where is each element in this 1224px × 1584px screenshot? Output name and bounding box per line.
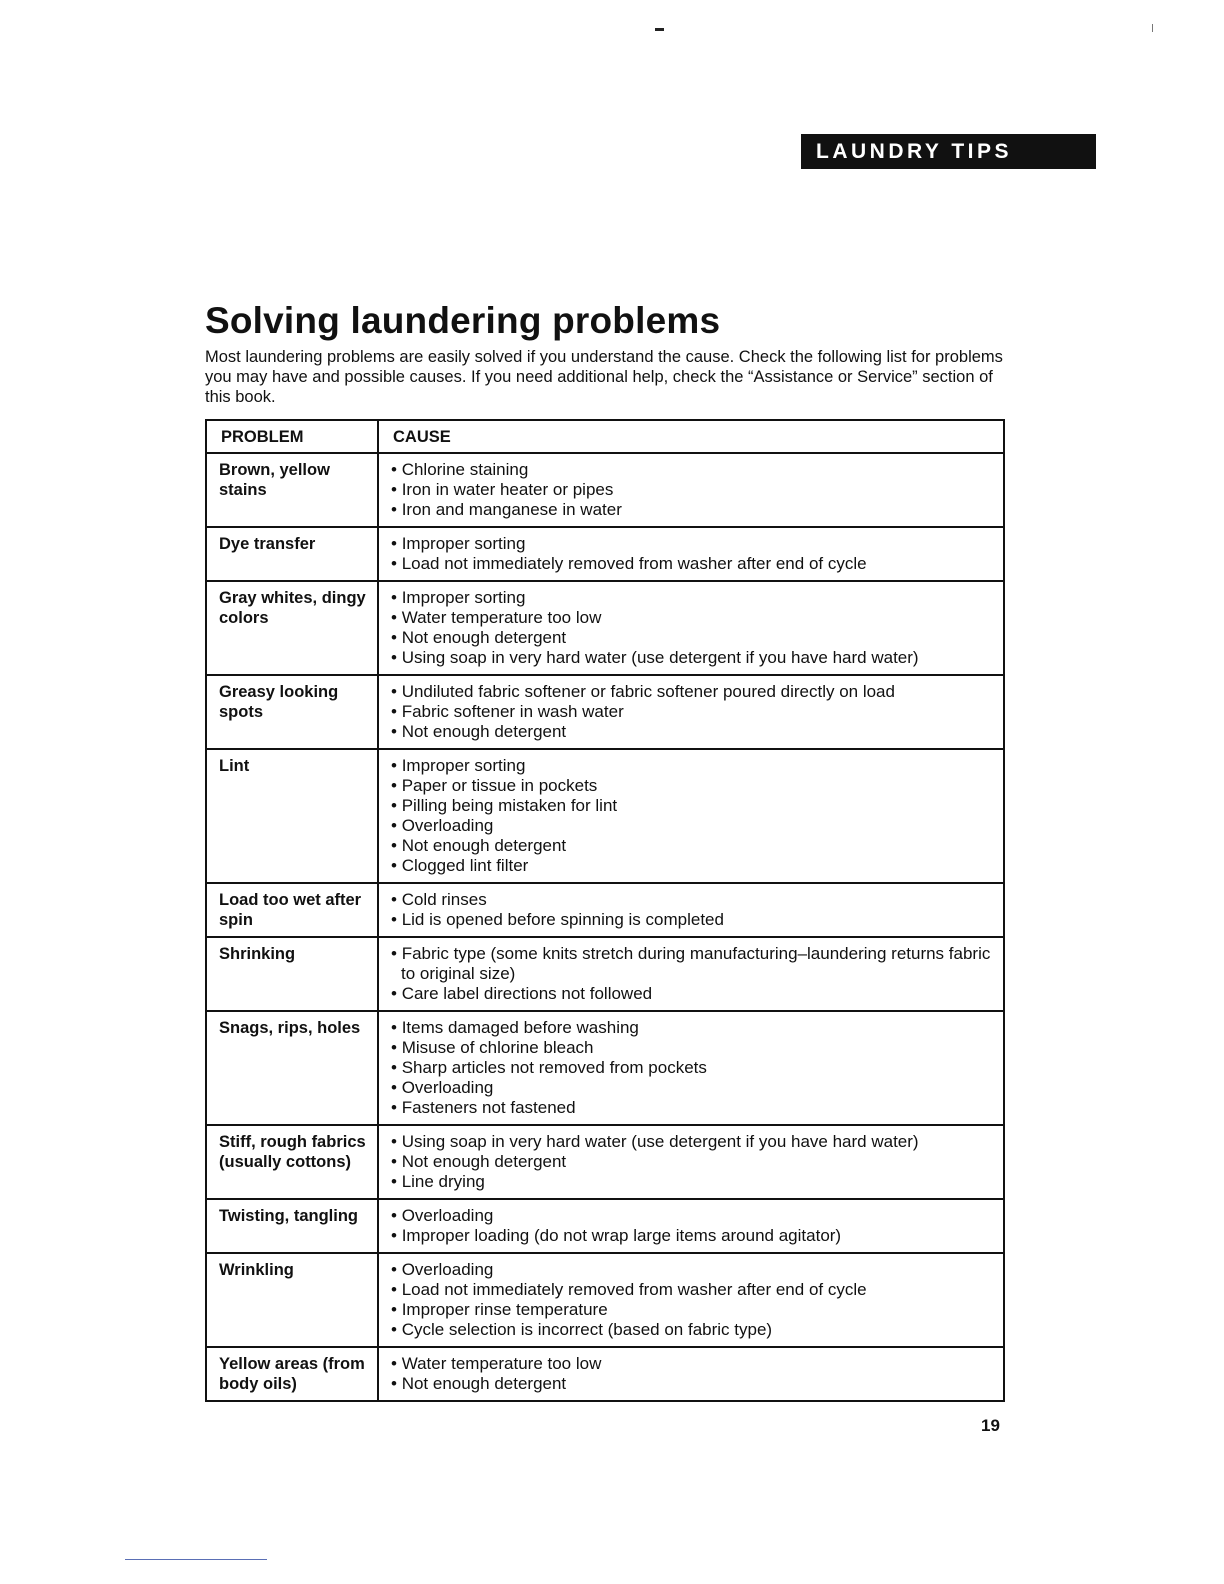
intro-paragraph: Most laundering problems are easily solved if you understand the cause. Check the following list for problems you may have and possible causes. If you need additional help, check the “Assistance or Service” section of this book. <box>205 348 1003 406</box>
cause-cell <box>378 937 1004 1011</box>
cause-item: • Not enough detergent <box>391 628 999 648</box>
cause-cell <box>378 675 1004 749</box>
cause-cell <box>378 1011 1004 1125</box>
cause-item: • Improper sorting <box>391 756 999 776</box>
table-row <box>206 581 1004 675</box>
cause-item: • Chlorine staining <box>391 460 999 480</box>
cause-item: • Not enough detergent <box>391 1374 999 1394</box>
cause-item: • Load not immediately removed from washer after end of cycle <box>391 1280 999 1300</box>
problem-cell: Load too wet after spin <box>206 883 378 937</box>
table-row <box>206 1253 1004 1347</box>
cause-item: • Items damaged before washing <box>391 1018 999 1038</box>
cause-list <box>391 1354 999 1394</box>
cause-cell <box>378 1253 1004 1347</box>
cause-item: • Improper rinse temperature <box>391 1300 999 1320</box>
problem-cell: Dye transfer <box>206 527 378 581</box>
cause-item: • Improper loading (do not wrap large items around agitator) <box>391 1226 999 1246</box>
cause-item: • Using soap in very hard water (use detergent if you have hard water) <box>391 648 999 668</box>
problem-cell: Snags, rips, holes <box>206 1011 378 1125</box>
table-row <box>206 1199 1004 1253</box>
cause-item: • Paper or tissue in pockets <box>391 776 999 796</box>
cause-list <box>391 944 999 1004</box>
cause-item: • Not enough detergent <box>391 722 999 742</box>
cause-cell <box>378 527 1004 581</box>
problem-cell: Gray whites, dingy colors <box>206 581 378 675</box>
cause-list <box>391 534 999 574</box>
cause-list <box>391 1260 999 1340</box>
table-row <box>206 1125 1004 1199</box>
page-title: Solving laundering problems <box>205 300 721 341</box>
cause-list <box>391 756 999 876</box>
scan-mark <box>1152 24 1153 32</box>
table-row <box>206 675 1004 749</box>
cause-item: • Line drying <box>391 1172 999 1192</box>
cause-cell <box>378 749 1004 883</box>
cause-cell <box>378 1125 1004 1199</box>
page-number: 19 <box>981 1416 1000 1435</box>
cause-list <box>391 890 999 930</box>
cause-item: • Not enough detergent <box>391 1152 999 1172</box>
cause-list <box>391 460 999 520</box>
table-row <box>206 527 1004 581</box>
table-row <box>206 1347 1004 1401</box>
cause-list <box>391 682 999 742</box>
cause-list <box>391 1206 999 1246</box>
cause-item: • Improper sorting <box>391 534 999 554</box>
table-row <box>206 937 1004 1011</box>
table-header-row <box>206 420 1004 453</box>
cause-item: • Overloading <box>391 1078 999 1098</box>
cause-item: • Fabric softener in wash water <box>391 702 999 722</box>
problem-cell: Greasy looking spots <box>206 675 378 749</box>
cause-item: • Overloading <box>391 1206 999 1226</box>
cause-item: • Sharp articles not removed from pockets <box>391 1058 999 1078</box>
cause-cell <box>378 1347 1004 1401</box>
cause-list <box>391 588 999 668</box>
cause-item: • Lid is opened before spinning is completed <box>391 910 999 930</box>
problem-column-header: PROBLEM <box>206 420 378 453</box>
problem-cell: Wrinkling <box>206 1253 378 1347</box>
cause-item: • Not enough detergent <box>391 836 999 856</box>
problem-cell: Twisting, tangling <box>206 1199 378 1253</box>
cause-cell <box>378 453 1004 527</box>
cause-item: • Care label directions not followed <box>391 984 999 1004</box>
cause-item: • Misuse of chlorine bleach <box>391 1038 999 1058</box>
problem-cell: Yellow areas (from body oils) <box>206 1347 378 1401</box>
problem-cell: Shrinking <box>206 937 378 1011</box>
cause-item: • Fabric type (some knits stretch during manufacturing–laundering returns fabric to original size) <box>391 944 999 984</box>
scan-mark <box>655 28 664 31</box>
cause-item: • Undiluted fabric softener or fabric softener poured directly on load <box>391 682 999 702</box>
section-tab-label: LAUNDRY TIPS <box>816 140 1013 163</box>
cause-item: • Fasteners not fastened <box>391 1098 999 1118</box>
cause-item: • Iron and manganese in water <box>391 500 999 520</box>
cause-item: • Clogged lint filter <box>391 856 999 876</box>
cause-item: • Load not immediately removed from washer after end of cycle <box>391 554 999 574</box>
cause-item: • Water temperature too low <box>391 608 999 628</box>
cause-item: • Overloading <box>391 1260 999 1280</box>
table-row <box>206 1011 1004 1125</box>
problems-table <box>205 419 1005 1402</box>
cause-cell <box>378 883 1004 937</box>
cause-item: • Improper sorting <box>391 588 999 608</box>
cause-cell <box>378 1199 1004 1253</box>
table-row <box>206 453 1004 527</box>
cause-item: • Cycle selection is incorrect (based on fabric type) <box>391 1320 999 1340</box>
cause-item: • Water temperature too low <box>391 1354 999 1374</box>
cause-list <box>391 1018 999 1118</box>
cause-cell <box>378 581 1004 675</box>
table-row <box>206 749 1004 883</box>
cause-item: • Pilling being mistaken for lint <box>391 796 999 816</box>
footnote-rule <box>125 1559 267 1560</box>
cause-item: • Using soap in very hard water (use detergent if you have hard water) <box>391 1132 999 1152</box>
cause-column-header: CAUSE <box>378 420 1004 453</box>
problem-cell: Brown, yellow stains <box>206 453 378 527</box>
table-body <box>206 453 1004 1401</box>
cause-item: • Cold rinses <box>391 890 999 910</box>
problem-cell: Lint <box>206 749 378 883</box>
problem-cell: Stiff, rough fabrics (usually cottons) <box>206 1125 378 1199</box>
cause-item: • Iron in water heater or pipes <box>391 480 999 500</box>
cause-item: • Overloading <box>391 816 999 836</box>
cause-list <box>391 1132 999 1192</box>
table-row <box>206 883 1004 937</box>
section-tab <box>801 134 1096 169</box>
